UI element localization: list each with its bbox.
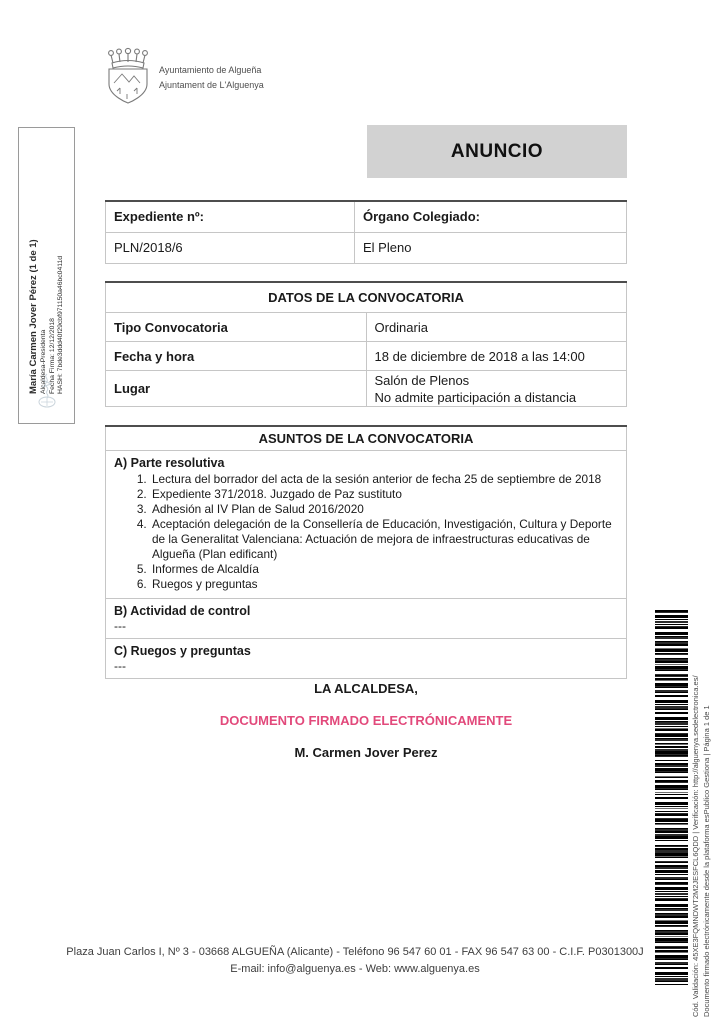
datos-convocatoria-table xyxy=(105,281,627,407)
lugar-line2: No admite participación a distancia xyxy=(374,389,577,405)
footer-address-line: Plaza Juan Carlos I, Nº 3 - 03668 ALGUEÑA (Alicante) - Teléfono 96 547 60 01 - FAX 96 547 63 00 - C.I.F. P0301300J xyxy=(66,946,644,958)
municipality-name-val: Ajuntament de L'Alguenya xyxy=(159,80,264,90)
municipality-name-es: Ayuntamiento de Algueña xyxy=(159,65,262,75)
table-row xyxy=(106,232,627,263)
table-row xyxy=(106,342,627,371)
section-c-body: --- xyxy=(114,659,126,673)
signer-info xyxy=(28,122,66,394)
signature-stamp-icon xyxy=(35,372,59,415)
signer-full-name: M. Carmen Jover Perez xyxy=(294,745,438,760)
page-footer xyxy=(55,944,655,978)
fecha-value: 18 de diciembre de 2018 a las 14:00 xyxy=(366,342,627,371)
platform-line: Documento firmado electrónicamente desde la plataforma esPublico Gestiona | Página 1 de 1 xyxy=(702,705,711,1017)
expediente-value: PLN/2018/6 xyxy=(106,232,355,263)
datos-title: DATOS DE LA CONVOCATORIA xyxy=(106,282,627,313)
lugar-line1: Salón de Plenos xyxy=(374,372,470,388)
table-row xyxy=(106,426,627,451)
asuntos-table xyxy=(105,425,627,679)
table-row xyxy=(106,282,627,313)
signer-margin-box xyxy=(18,127,75,424)
coat-of-arms-icon xyxy=(104,47,152,109)
footer-contact-line: E-mail: info@alguenya.es - Web: www.alguenya.es xyxy=(230,963,480,975)
tipo-value: Ordinaria xyxy=(366,313,627,342)
validation-code-line: Cód. Validación: 45XE3FQMNDWT2M2JESFCL6QDD | Verificación: http://alguenya.sedelectronica.es/ xyxy=(691,675,700,1017)
agenda-item: 1. Lectura del borrador del acta de la sesión anterior de fecha 25 de septiembre de 2018 xyxy=(150,472,618,487)
organo-header: Órgano Colegiado: xyxy=(355,201,627,232)
electronic-signature-notice: DOCUMENTO FIRMADO ELECTRÓNICAMENTE xyxy=(219,713,513,728)
signer-name: María Carmen Jover Pérez (1 de 1) xyxy=(27,239,39,394)
fecha-label: Fecha y hora xyxy=(106,342,367,371)
validation-margin xyxy=(688,595,714,1015)
signature-date: Fecha Firma: 12/12/2018 xyxy=(48,317,56,394)
lugar-label: Lugar xyxy=(106,371,367,407)
signer-title: LA ALCALDESA, xyxy=(314,681,418,696)
section-b-body: --- xyxy=(114,619,126,633)
table-row xyxy=(106,201,627,232)
table-row xyxy=(106,451,627,599)
lugar-value xyxy=(366,371,627,407)
organo-value: El Pleno xyxy=(355,232,627,263)
asuntos-title: ASUNTOS DE LA CONVOCATORIA xyxy=(106,426,627,451)
agenda-item: 5. Informes de Alcaldía xyxy=(150,562,618,577)
document-title-banner: ANUNCIO xyxy=(367,125,627,178)
expediente-table xyxy=(105,200,627,264)
signer-role: Alcaldesa-Presidenta xyxy=(39,329,47,394)
signature-block xyxy=(105,681,627,760)
municipality-name xyxy=(159,63,264,93)
agenda-item: 4. Aceptación delegación de la Consellería de Educación, Investigación, Cultura y Deporte de la Generalitat Valenciana: Actuación de mejora de infraestructuras educativas de Algueña (Plan edificant) xyxy=(150,517,618,562)
municipality-logo xyxy=(104,47,264,109)
section-b xyxy=(106,599,627,639)
section-a-heading: A) Parte resolutiva xyxy=(114,456,225,470)
agenda-item: 6. Ruegos y preguntas xyxy=(150,577,618,592)
table-row xyxy=(106,313,627,342)
table-row xyxy=(106,599,627,639)
agenda-list xyxy=(114,472,618,592)
barcode xyxy=(655,610,688,985)
section-a xyxy=(106,451,627,599)
tipo-label: Tipo Convocatoria xyxy=(106,313,367,342)
table-row xyxy=(106,639,627,679)
section-b-heading: B) Actividad de control xyxy=(114,604,251,618)
agenda-item: 3. Adhesión al IV Plan de Salud 2016/2020 xyxy=(150,502,618,517)
section-c xyxy=(106,639,627,679)
expediente-header: Expediente nº: xyxy=(106,201,355,232)
table-row xyxy=(106,371,627,407)
signature-hash: HASH: 7bde3ddd40f29cbf971150a46bc0411d xyxy=(56,255,64,394)
section-c-heading: C) Ruegos y preguntas xyxy=(114,644,251,658)
agenda-item: 2. Expediente 371/2018. Juzgado de Paz sustituto xyxy=(150,487,618,502)
validation-text xyxy=(690,593,712,1017)
